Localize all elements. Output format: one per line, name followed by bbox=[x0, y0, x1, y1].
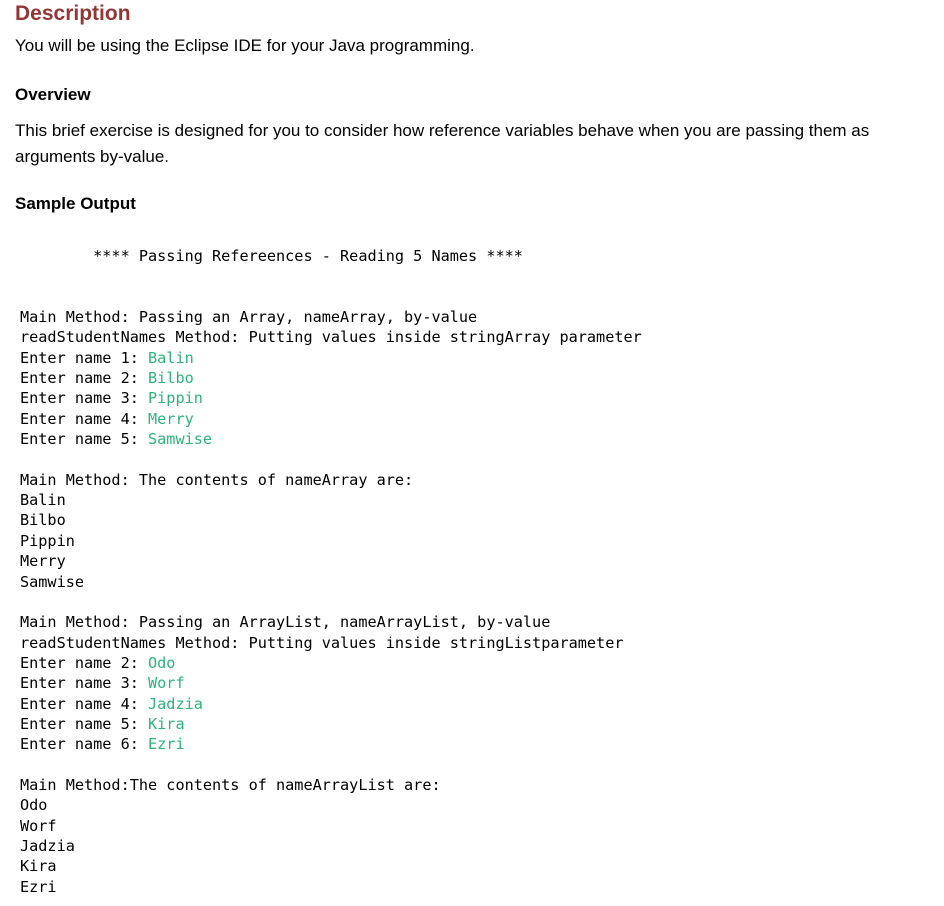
console-line bbox=[20, 633, 642, 653]
console-line bbox=[20, 327, 642, 347]
console-text: Enter name 4: bbox=[20, 694, 149, 713]
console-text: Main Method: Passing an ArrayList, nameArrayList, by-value bbox=[20, 613, 551, 632]
console-user-input: Merry bbox=[148, 409, 194, 428]
console-text: Enter name 6: bbox=[20, 735, 149, 754]
console-user-input: Samwise bbox=[148, 430, 213, 449]
console-text: Balin bbox=[20, 491, 66, 510]
console-text: Main Method:The contents of nameArrayList are: bbox=[20, 775, 441, 794]
console-text: Odo bbox=[20, 796, 48, 815]
console-text: Merry bbox=[20, 552, 66, 571]
console-line bbox=[20, 531, 642, 551]
overview-heading: Overview bbox=[15, 85, 91, 104]
console-user-input: Odo bbox=[148, 653, 176, 672]
console-text: Enter name 2: bbox=[20, 369, 149, 388]
console-line bbox=[20, 470, 642, 490]
console-line bbox=[20, 409, 642, 429]
console-line bbox=[20, 795, 642, 815]
console-user-input: Pippin bbox=[148, 389, 203, 408]
console-text: **** Passing Refereences - Reading 5 Names **** bbox=[20, 247, 523, 265]
console-line bbox=[20, 775, 642, 795]
console-line bbox=[20, 673, 642, 693]
console-user-input: Worf bbox=[148, 674, 185, 693]
console-line bbox=[20, 388, 642, 408]
console-line bbox=[20, 510, 642, 530]
console-line bbox=[20, 856, 642, 876]
console-line bbox=[20, 836, 642, 856]
console-line bbox=[20, 368, 642, 388]
console-line bbox=[20, 653, 642, 673]
console-line bbox=[20, 734, 642, 754]
console-line bbox=[20, 612, 642, 632]
console-text: Bilbo bbox=[20, 511, 66, 530]
console-line bbox=[20, 816, 642, 836]
console-line bbox=[20, 714, 642, 734]
console-text: Enter name 4: bbox=[20, 409, 149, 428]
console-text: readStudentNames Method: Putting values inside stringArray parameter bbox=[20, 328, 642, 347]
description-text: You will be using the Eclipse IDE for your Java programming. bbox=[15, 36, 475, 55]
console-text: Enter name 5: bbox=[20, 714, 149, 733]
console-text: Main Method: The contents of nameArray are: bbox=[20, 470, 414, 489]
description-heading: Description bbox=[15, 2, 131, 25]
console-text: Samwise bbox=[20, 572, 85, 591]
console-user-input: Balin bbox=[148, 348, 194, 367]
console-line bbox=[20, 266, 642, 286]
console-text: Pippin bbox=[20, 531, 75, 550]
console-line bbox=[20, 755, 642, 775]
console-text: Ezri bbox=[20, 877, 57, 896]
sample-output-heading: Sample Output bbox=[15, 194, 136, 213]
console-text: Jadzia bbox=[20, 836, 75, 855]
console-line bbox=[20, 449, 642, 469]
console-text: Enter name 5: bbox=[20, 430, 149, 449]
console-line bbox=[20, 348, 642, 368]
console-line bbox=[20, 551, 642, 571]
console-line bbox=[20, 287, 642, 307]
console-text: Kira bbox=[20, 857, 57, 876]
console-line bbox=[20, 429, 642, 449]
console-text: Enter name 1: bbox=[20, 348, 149, 367]
console-line bbox=[20, 572, 642, 592]
console-user-input: Bilbo bbox=[148, 369, 194, 388]
console-text: Worf bbox=[20, 816, 57, 835]
console-text: Enter name 2: bbox=[20, 653, 149, 672]
console-text: Enter name 3: bbox=[20, 674, 149, 693]
console-text: readStudentNames Method: Putting values inside stringListparameter bbox=[20, 633, 624, 652]
console-user-input: Kira bbox=[148, 714, 185, 733]
console-text: Enter name 3: bbox=[20, 389, 149, 408]
console-line bbox=[20, 490, 642, 510]
sample-output-console bbox=[20, 246, 642, 897]
console-text: Main Method: Passing an Array, nameArray, by-value bbox=[20, 308, 478, 327]
console-line bbox=[20, 246, 642, 266]
console-line bbox=[20, 592, 642, 612]
console-user-input: Jadzia bbox=[148, 694, 203, 713]
console-line bbox=[20, 694, 642, 714]
overview-text: This brief exercise is designed for you to consider how reference variables behave when you are passing them as arguments by-value. bbox=[15, 121, 870, 166]
console-user-input: Ezri bbox=[148, 735, 185, 754]
console-line bbox=[20, 877, 642, 897]
console-line bbox=[20, 307, 642, 327]
